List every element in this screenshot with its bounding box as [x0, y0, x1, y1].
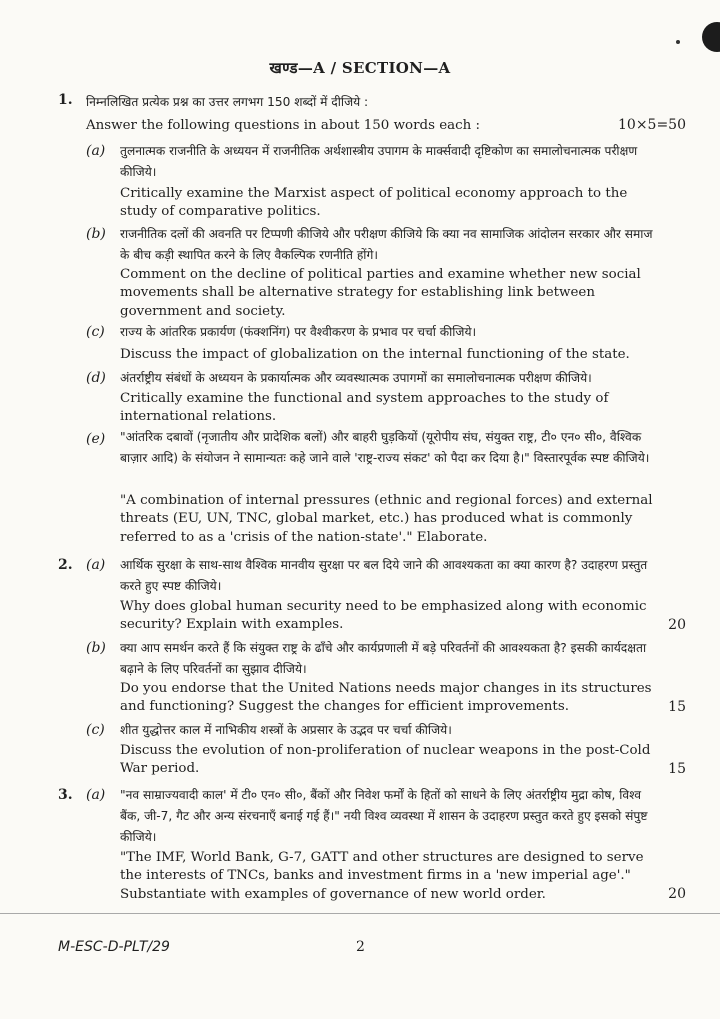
subquestion-hindi: शीत युद्धोत्तर काल में नाभिकीय शस्त्रों के अप्रसार के उद्भव पर चर्चा कीजिये। [120, 723, 452, 737]
subquestion-english: Do you endorse that the United Nations needs major changes in its structures and functioning? Suggest the changes for efficient improvements. [120, 681, 652, 715]
scan-mark [702, 22, 720, 52]
section-title: खण्ड—A / SECTION—A [269, 59, 451, 77]
subquestion-hindi: राज्य के आंतरिक प्रकार्यण (फंक्शनिंग) पर वैश्वीकरण के प्रभाव पर चर्चा कीजिये। [120, 325, 477, 339]
subquestion-label: (d) [86, 370, 106, 386]
subquestion-hindi: "आंतरिक दबावों (नृजातीय और प्रादेशिक बलों) और बाहरी घुड़कियों (यूरोपीय संघ, संयुक्त राष्ट्र, टी० एन० सी०, वैश्विक बाज़ार आदि) के संयोजन ने सामान्यतः कहे जाने वाले 'राष्ट्र-राज्य संकट' को पैदा कर दिया है।" विस्तारपूर्वक स्पष्ट कीजिये। [120, 430, 650, 465]
subquestion-english: Critically examine the Marxist aspect of political economy approach to the study of comparative politics. [120, 186, 628, 220]
subquestion-label: (a) [86, 557, 106, 573]
subquestion-english: Discuss the evolution of non-proliferation of nuclear weapons in the post-Cold War period. [120, 743, 651, 777]
question-intro-hindi: निम्नलिखित प्रत्येक प्रश्न का उत्तर लगभग 150 शब्दों में दीजिये : [86, 95, 369, 109]
subquestion-hindi: आर्थिक सुरक्षा के साथ-साथ वैश्विक मानवीय सुरक्षा पर बल दिये जाने की आवश्यकता का क्या कारण है? उदाहरण प्रस्तुत करते हुए स्पष्ट कीजिये। [120, 558, 648, 593]
subquestion-english: "The IMF, World Bank, G-7, GATT and other structures are designed to serve the interests of TNCs, banks and investment firms in a 'new imperial age'." Substantiate with examples of governance of new world order. [120, 850, 644, 902]
paper-code: M-ESC-D-PLT/29 [58, 939, 170, 955]
subquestion-label: (b) [86, 226, 106, 242]
question-number: 3. [58, 787, 73, 803]
question-number: 2. [58, 557, 73, 573]
question-number: 1. [58, 92, 73, 108]
subquestion-hindi: तुलनात्मक राजनीति के अध्ययन में राजनीतिक अर्थशास्त्रीय उपागम के मार्क्सवादी दृष्टिकोण का समालोचनात्मक परीक्षण कीजिये। [120, 144, 638, 179]
subquestion-hindi: अंतर्राष्ट्रीय संबंधों के अध्ययन के प्रकार्यात्मक और व्यवस्थात्मक उपागमों का समालोचनात्मक परीक्षण कीजिये। [120, 371, 592, 385]
footer-divider [0, 913, 720, 914]
subquestion-marks: 20 [668, 886, 686, 902]
subquestion-english: Discuss the impact of globalization on the internal functioning of the state. [120, 347, 630, 362]
page-number: 2 [356, 939, 365, 955]
subquestion-english: Comment on the decline of political parties and examine whether new social movements shall be alternative strategy for establishing link between government and society. [120, 267, 641, 319]
question-intro-english: Answer the following questions in about 150 words each : [86, 118, 480, 133]
subquestion-hindi: क्या आप समर्थन करते हैं कि संयुक्त राष्ट्र के ढाँचे और कार्यप्रणाली में बड़े परिवर्तनों की आवश्यकता है? इसकी कार्यदक्षता बढ़ाने के लिए परिवर्तनों का सुझाव दीजिये। [120, 641, 647, 676]
question-marks: 10×5=50 [618, 117, 686, 133]
subquestion-label: (e) [86, 431, 106, 447]
subquestion-english: Why does global human security need to be emphasized along with economic security? Explain with examples. [120, 599, 647, 633]
scan-dot [676, 40, 680, 44]
subquestion-label: (c) [86, 324, 105, 340]
subquestion-hindi: राजनीतिक दलों की अवनति पर टिप्पणी कीजिये और परीक्षण कीजिये कि क्या नव सामाजिक आंदोलन सरकार और समाज के बीच कड़ी स्थापित करने के लिए वैकल्पिक रणनीति होंगे। [120, 227, 653, 262]
subquestion-label: (a) [86, 143, 106, 159]
subquestion-hindi: "नव साम्राज्यवादी काल' में टी० एन० सी०, बैंकों और निवेश फर्मों के हितों को साधने के लिए अंतर्राष्ट्रीय मुद्रा कोष, विश्व बैंक, जी-7, गैट और अन्य संरचनाएँ बनाई गई हैं।" नयी विश्व व्यवस्था में शासन के उदाहरण प्रस्तुत करते हुए इसको संपुष्ट कीजिये। [120, 788, 648, 844]
subquestion-marks: 15 [668, 761, 686, 777]
subquestion-marks: 20 [668, 617, 686, 633]
subquestion-marks: 15 [668, 699, 686, 715]
subquestion-english: "A combination of internal pressures (ethnic and regional forces) and external threats (EU, UN, TNC, global market, etc.) has produced what is commonly referred to as a 'crisis of the nation-state'." Elaborate. [120, 493, 653, 545]
subquestion-english: Critically examine the functional and system approaches to the study of international relations. [120, 391, 609, 425]
subquestion-label: (b) [86, 640, 106, 656]
subquestion-label: (a) [86, 787, 106, 803]
subquestion-label: (c) [86, 722, 105, 738]
